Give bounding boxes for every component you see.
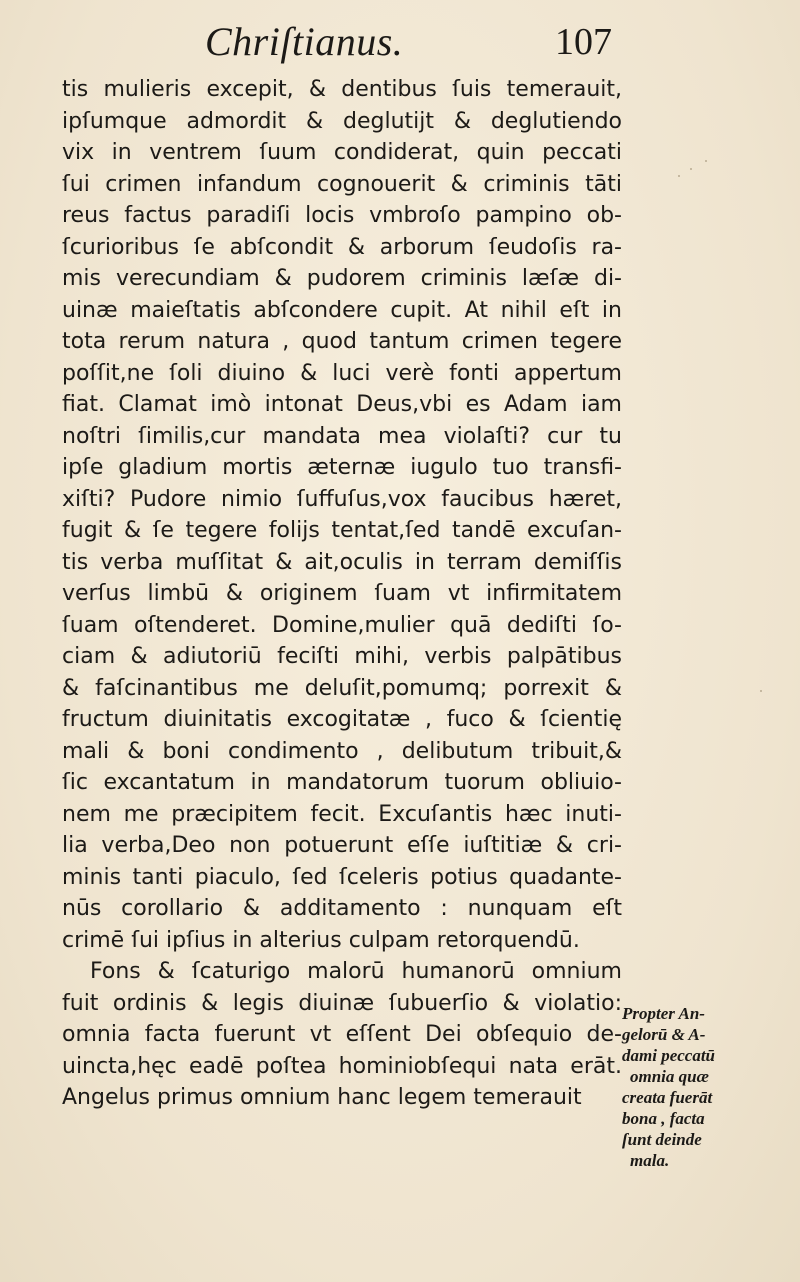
text-line: fiat. Clamat imò intonat Deus,vbi es Adam iam <box>62 392 622 417</box>
marginal-note-line: dami peccatū <box>622 1046 716 1065</box>
text-line: ſcurioribus ſe abſcondit & arborum ſeudoſis ra- <box>62 234 622 260</box>
text-line: ciam & adiutoriū feciſti mihi, verbis palpātibus <box>62 644 622 669</box>
text-line: tis verba muſſitat & ait,oculis in terram demiſſis <box>62 549 622 575</box>
text-line: reus factus paradiſi locis vmbroſo pampino ob- <box>62 203 622 228</box>
text-line: lia verba,Deo non potuerunt eſſe iuſtitiæ & cri- <box>62 833 622 858</box>
marginal-note-line: bona , facta <box>622 1109 705 1128</box>
text-line: omnia facta fuerunt vt eſſent Dei obſequio de- <box>62 1022 622 1047</box>
text-line: nūs corollario & additamento : nunquam eſt <box>62 896 622 921</box>
page-header <box>0 10 800 70</box>
marginal-note-line: omnia quæ <box>630 1067 709 1086</box>
text-line: fructum diuinitatis excogitatæ , fuco & ſcientię <box>62 707 622 732</box>
text-line: uinæ maieſtatis abſcondere cupit. At nihil eſt in <box>62 297 622 323</box>
text-line: crimē ſui ipſius in alterius culpam retorquendū. <box>62 927 580 953</box>
text-line: Fons & ſcaturigo malorū humanorū omnium <box>90 959 622 984</box>
text-line: tis mulieris excepit, & dentibus ſuis temerauit, <box>62 77 622 102</box>
text-line: poſſit,ne ſoli diuino & luci verè fonti appertum <box>62 360 622 386</box>
marginal-note-line: ſunt deinde <box>622 1130 702 1149</box>
text-line: Angelus primus omnium hanc legem temerauit <box>62 1085 582 1110</box>
text-line: fugit & ſe tegere folijs tentat,ſed tandē excuſan- <box>62 518 622 543</box>
running-title: Chriſtianus. <box>205 19 404 64</box>
paper-speck <box>760 690 762 692</box>
text-line: mali & boni condimento , delibutum tribuit,& <box>62 738 622 764</box>
paper-speck <box>705 160 707 162</box>
page-number: 107 <box>555 21 612 63</box>
marginal-note-line: Propter An- <box>622 1004 705 1023</box>
paper-speck <box>678 175 680 177</box>
text-line: ſuam oſtenderet. Domine,mulier quā dediſti ſo- <box>62 612 622 638</box>
text-line: minis tanti piaculo, ſed ſceleris potius quadante- <box>62 864 622 890</box>
marginal-note <box>622 1003 792 1171</box>
main-text-block <box>62 74 622 1114</box>
text-line: & faſcinantibus me deluſit,pomumq; porrexit & <box>62 675 622 701</box>
text-line: fuit ordinis & legis diuinæ ſubuerſio & violatio: <box>62 990 622 1016</box>
text-line: tota rerum natura , quod tantum crimen tegere <box>62 329 622 354</box>
marginal-note-line: gelorū & A- <box>622 1025 706 1044</box>
text-line: vix in ventrem ſuum condiderat, quin peccati <box>62 140 622 165</box>
text-line: ipſe gladium mortis æternæ iugulo tuo transfi- <box>62 455 622 480</box>
text-line: ipſumque admordit & deglutijt & deglutiendo <box>62 108 622 134</box>
text-line: xiſti? Pudore nimio ſuffuſus,vox faucibus hæret, <box>62 486 622 512</box>
marginal-note-line: creata fuerāt <box>622 1088 713 1107</box>
text-line: noſtri ſimilis,cur mandata mea violaſti? cur tu <box>62 423 622 449</box>
text-line: verſus limbū & originem ſuam vt infirmitatem <box>62 581 622 606</box>
text-line: nem me præcipitem fecit. Excuſantis hæc inuti- <box>62 801 622 827</box>
paper-speck <box>690 168 692 170</box>
text-line: ſic excantatum in mandatorum tuorum obliuio- <box>62 770 622 795</box>
marginal-note-line: mala. <box>630 1151 670 1170</box>
text-line: mis verecundiam & pudorem criminis læſæ di- <box>62 266 622 291</box>
text-line: ſui crimen infandum cognouerit & criminis tāti <box>62 171 622 197</box>
text-line: uincta,hęc eadē poſtea hominiobſequi nata erāt. <box>62 1053 622 1079</box>
